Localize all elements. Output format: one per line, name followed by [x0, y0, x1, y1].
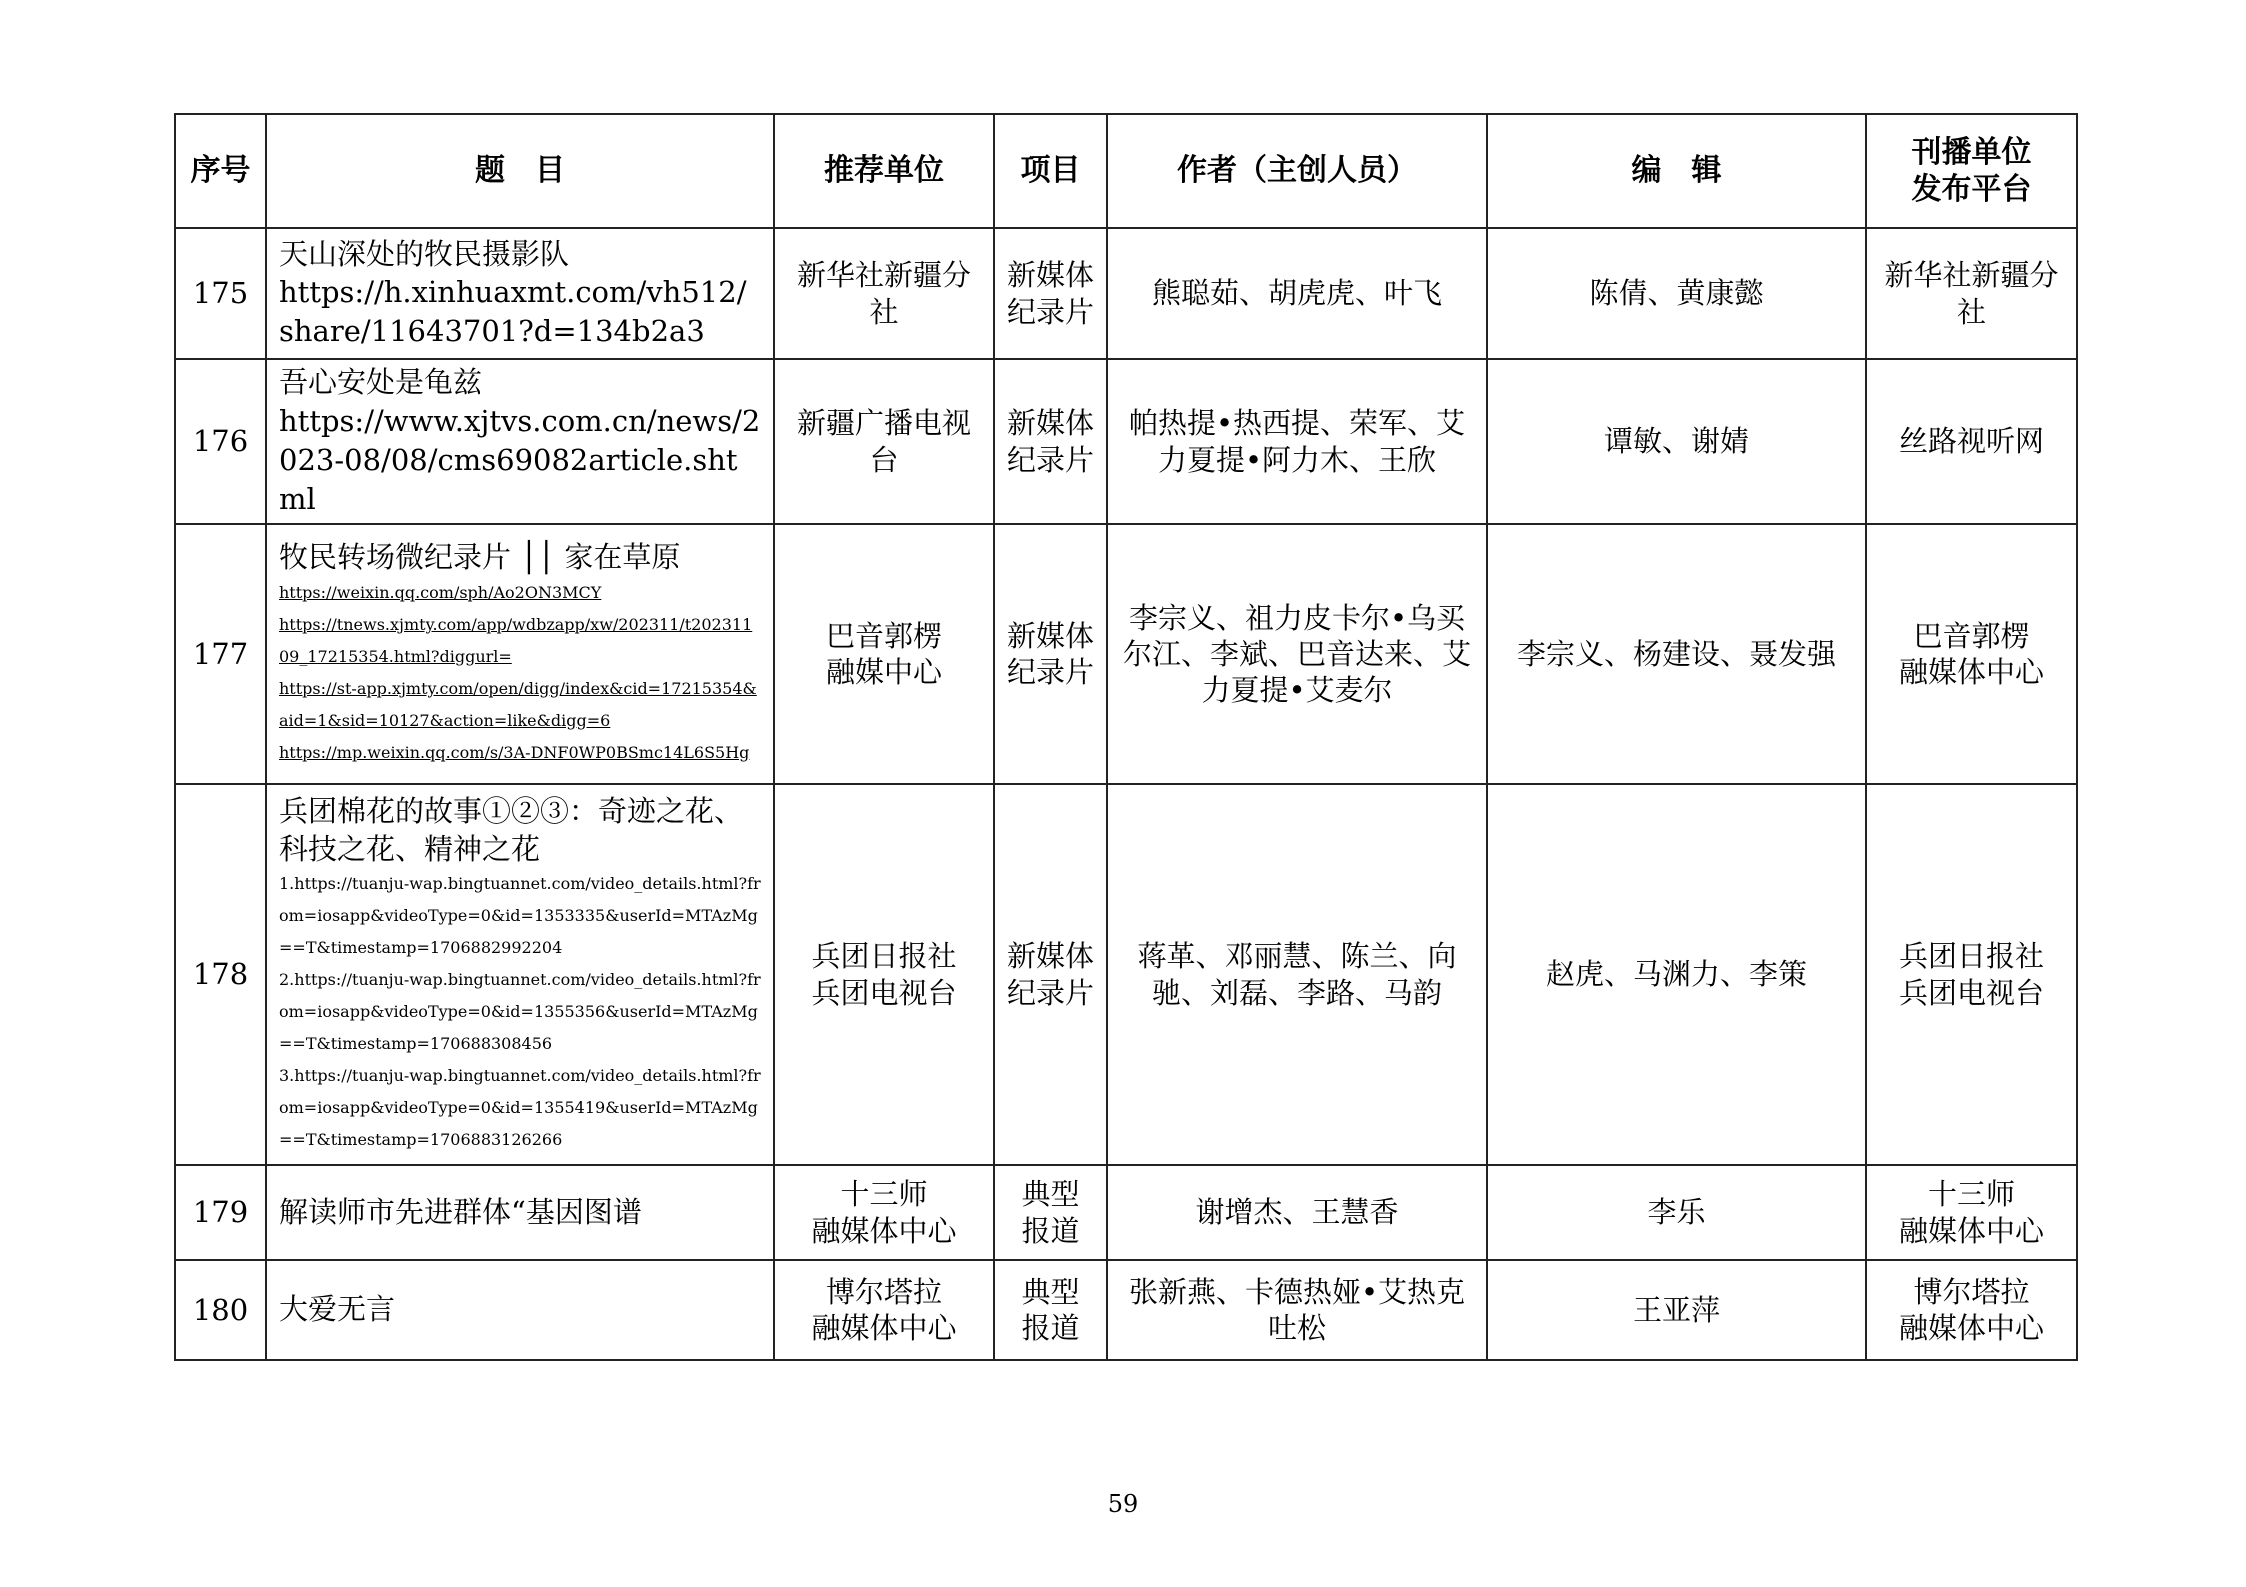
row-title-cell — [266, 784, 774, 1165]
table-row — [175, 228, 2077, 359]
row-unit-line: 融媒体中心 — [811, 1213, 957, 1248]
row-category-line: 纪录片 — [1006, 442, 1094, 477]
row-title: 兵团棉花的故事①②③：奇迹之花、科技之花、精神之花 — [279, 793, 744, 866]
row-platform-line: 兵团电视台 — [1898, 975, 2044, 1010]
header-author: 作者（主创人员） — [1107, 114, 1487, 228]
table-row — [175, 524, 2077, 784]
row-url-link[interactable]: 3.https://tuanju-wap.bingtuannet.com/video_details.html?from=iosapp&videoType=0&id=1355419&userId=MTAzMg==T&timestamp=1706883126266 — [279, 1066, 761, 1150]
row-platform — [1866, 359, 2077, 524]
row-url-link[interactable]: 1.https://tuanju-wap.bingtuannet.com/video_details.html?from=iosapp&videoType=0&id=1353335&userId=MTAzMg==T&timestamp=1706882992204 — [279, 874, 761, 958]
row-url-link[interactable]: https://weixin.qq.com/sph/Ao2ON3MCY — [279, 582, 602, 602]
row-category — [994, 1260, 1107, 1360]
row-url-link[interactable]: https://tnews.xjmty.com/app/wdbzapp/xw/202311/t20231109_17215354.html?diggurl= — [279, 614, 753, 666]
row-category-line: 报道 — [1021, 1213, 1080, 1248]
row-unit — [774, 228, 994, 359]
row-url-link[interactable]: https://h.xinhuaxmt.com/vh512/share/11643701?d=134b2a3 — [279, 275, 747, 349]
row-unit — [774, 784, 994, 1165]
row-unit-line: 十三师 — [840, 1177, 928, 1212]
row-url-link[interactable]: 2.https://tuanju-wap.bingtuannet.com/video_details.html?from=iosapp&videoType=0&id=1355356&userId=MTAzMg==T&timestamp=170688308456 — [279, 970, 761, 1054]
header-row — [175, 114, 2077, 228]
row-author: 张新燕、卡德热娅•艾热克吐松 — [1107, 1260, 1487, 1360]
row-unit — [774, 1260, 994, 1360]
row-platform-line: 融媒体中心 — [1898, 1311, 2044, 1346]
row-platform — [1866, 1165, 2077, 1260]
row-platform-line: 巴音郭楞 — [1913, 618, 2030, 653]
row-no: 177 — [175, 524, 266, 784]
row-category-line: 典型 — [1021, 1274, 1080, 1309]
row-platform-line: 新华社新疆分社 — [1884, 258, 2059, 329]
row-category-line: 纪录片 — [1006, 655, 1094, 690]
row-editor: 李宗义、杨建设、聂发强 — [1487, 524, 1866, 784]
row-url-link[interactable]: https://st-app.xjmty.com/open/digg/index&cid=17215354&aid=1&sid=10127&action=like&digg=6 — [279, 678, 757, 730]
row-title: 大爱无言 — [279, 1292, 396, 1327]
row-category-line: 新媒体 — [1006, 258, 1094, 293]
row-unit — [774, 524, 994, 784]
row-category — [994, 228, 1107, 359]
header-category: 项目 — [994, 114, 1107, 228]
row-url-link[interactable]: https://mp.weixin.qq.com/s/3A-DNF0WP0BSmc14L6S5Hg — [279, 742, 750, 762]
row-category — [994, 784, 1107, 1165]
row-unit — [774, 1165, 994, 1260]
row-no: 176 — [175, 359, 266, 524]
row-title-cell — [266, 359, 774, 524]
row-category-line: 报道 — [1021, 1311, 1080, 1346]
row-category — [994, 1165, 1107, 1260]
table-row — [175, 359, 2077, 524]
header-platform-line1: 刊播单位 — [1911, 134, 2032, 170]
row-title: 吾心安处是龟兹 — [279, 365, 483, 399]
row-category-line: 纪录片 — [1006, 975, 1094, 1010]
header-platform — [1866, 114, 2077, 228]
award-table — [174, 113, 2078, 1361]
row-no: 175 — [175, 228, 266, 359]
row-title: 牧民转场微纪录片 ││ 家在草原 — [279, 540, 681, 575]
row-platform — [1866, 228, 2077, 359]
row-platform-line: 博尔塔拉 — [1913, 1274, 2030, 1309]
row-editor: 陈倩、黄康懿 — [1487, 228, 1866, 359]
row-platform-line: 兵团日报社 — [1898, 939, 2044, 974]
table-row — [175, 1165, 2077, 1260]
row-title-cell — [266, 1165, 774, 1260]
row-unit-line: 兵团电视台 — [811, 975, 957, 1010]
row-editor: 王亚萍 — [1487, 1260, 1866, 1360]
row-category-line: 新媒体 — [1006, 618, 1094, 653]
row-unit-line: 融媒中心 — [825, 655, 942, 690]
table-row — [175, 1260, 2077, 1360]
row-no: 178 — [175, 784, 266, 1165]
row-platform-line: 十三师 — [1927, 1177, 2015, 1212]
row-author: 蒋革、邓丽慧、陈兰、向驰、刘磊、李路、马韵 — [1107, 784, 1487, 1165]
row-category — [994, 524, 1107, 784]
row-url-link[interactable]: https://www.xjtvs.com.cn/news/2023-08/08/cms69082article.shtml — [279, 403, 761, 516]
row-platform-line: 融媒体中心 — [1898, 1213, 2044, 1248]
row-unit-line: 融媒体中心 — [811, 1311, 957, 1346]
row-platform — [1866, 1260, 2077, 1360]
row-platform — [1866, 784, 2077, 1165]
row-author: 李宗义、祖力皮卡尔•乌买尔江、李斌、巴音达来、艾力夏提•艾麦尔 — [1107, 524, 1487, 784]
row-no: 179 — [175, 1165, 266, 1260]
row-editor: 谭敏、谢婧 — [1487, 359, 1866, 524]
row-unit-line: 兵团日报社 — [811, 939, 957, 974]
row-category — [994, 359, 1107, 524]
header-title: 题 目 — [266, 114, 774, 228]
row-category-line: 新媒体 — [1006, 939, 1094, 974]
row-title-cell — [266, 1260, 774, 1360]
table-row — [175, 784, 2077, 1165]
row-unit-line: 新疆广播电视台 — [796, 406, 971, 477]
row-author: 帕热提•热西提、荣军、艾力夏提•阿力木、王欣 — [1107, 359, 1487, 524]
page-number: 59 — [1107, 1490, 1139, 1518]
row-unit — [774, 359, 994, 524]
row-category-line: 新媒体 — [1006, 406, 1094, 441]
row-unit-line: 巴音郭楞 — [825, 618, 942, 653]
row-editor: 赵虎、马渊力、李策 — [1487, 784, 1866, 1165]
row-editor: 李乐 — [1487, 1165, 1866, 1260]
row-category-line: 典型 — [1021, 1177, 1080, 1212]
row-unit-line: 博尔塔拉 — [825, 1274, 942, 1309]
row-platform — [1866, 524, 2077, 784]
row-category-line: 纪录片 — [1006, 294, 1094, 329]
header-no: 序号 — [175, 114, 266, 228]
row-title: 解读师市先进群体“基因图谱 — [279, 1194, 642, 1229]
header-unit: 推荐单位 — [774, 114, 994, 228]
row-no: 180 — [175, 1260, 266, 1360]
row-author: 谢增杰、王慧香 — [1107, 1165, 1487, 1260]
row-author: 熊聪茹、胡虎虎、叶飞 — [1107, 228, 1487, 359]
row-title-cell — [266, 524, 774, 784]
header-platform-line2: 发布平台 — [1911, 172, 2032, 207]
row-platform-line: 融媒体中心 — [1898, 655, 2044, 690]
row-title-cell — [266, 228, 774, 359]
header-editor: 编 辑 — [1487, 114, 1866, 228]
row-platform-line: 丝路视听网 — [1898, 424, 2044, 459]
row-title: 天山深处的牧民摄影队 — [279, 236, 570, 271]
row-unit-line: 新华社新疆分社 — [796, 258, 971, 329]
